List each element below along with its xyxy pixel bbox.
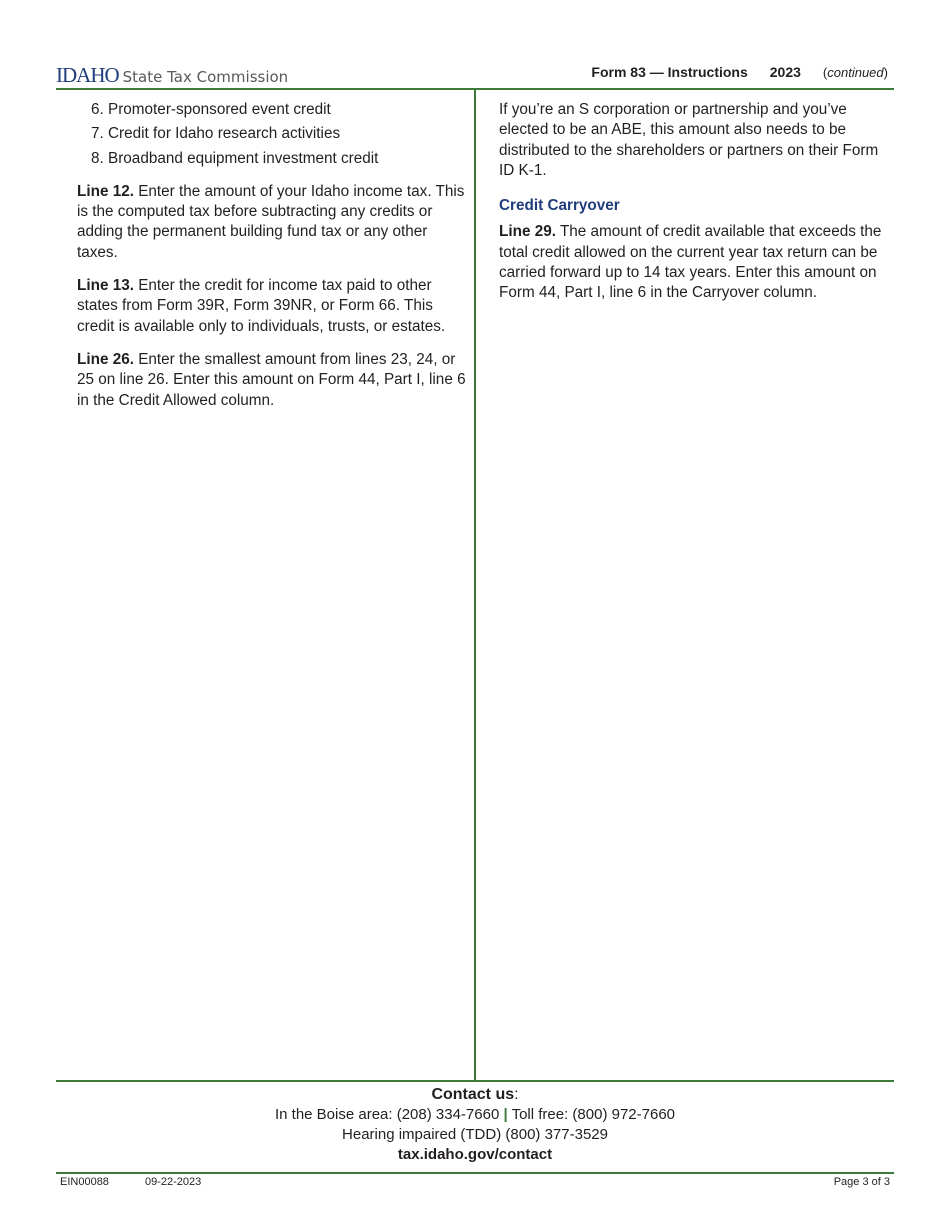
tollfree-phone: Toll free: (800) 972-7660 xyxy=(511,1106,676,1123)
list-item: 6. Promoter-sponsored event credit xyxy=(91,101,331,118)
abe-paragraph: If you’re an S corporation or partnership and you’ve elected to be an ABE, this amount also needs to be distributed to the shareholders or partners on their Form ID K-1. xyxy=(499,101,879,179)
column-divider xyxy=(474,90,476,1080)
contact-link[interactable]: tax.idaho.gov/contact xyxy=(397,1146,553,1163)
continued-label: (continued) xyxy=(822,65,888,80)
phone-separator: | xyxy=(503,1106,508,1123)
header-right xyxy=(591,64,888,80)
line-26-label: Line 26. xyxy=(77,350,134,368)
logo-mark: IDAHO xyxy=(56,63,119,87)
contact-phones xyxy=(56,1105,894,1125)
tdd-phone: Hearing impaired (TDD) (800) 377-3529 xyxy=(342,1126,608,1143)
line-29-text: The amount of credit available that exceeds the total credit allowed on the current year tax return can be carried forward up to 14 tax years. Enter this amount on Form 44, Part I, line 6 in the Carryover column. xyxy=(499,223,882,302)
line-13-label: Line 13. xyxy=(77,277,134,295)
logo-text: State Tax Commission xyxy=(122,68,289,86)
line-12-paragraph xyxy=(77,182,469,263)
boise-phone: In the Boise area: (208) 334-7660 xyxy=(274,1106,500,1123)
line-29-label: Line 29. xyxy=(499,223,556,241)
contact-block xyxy=(56,1085,894,1165)
line-26-text: Enter the smallest amount from lines 23, 24, or 25 on line 26. Enter this amount on Form 44, Part I, line 6 in the Credit Allowed column. xyxy=(77,350,466,409)
form-title: Form 83 — Instructions xyxy=(591,64,748,80)
contact-title-text: Contact us xyxy=(431,1086,515,1103)
credit-list xyxy=(77,100,469,169)
line-13-text: Enter the credit for income tax paid to other states from Form 39R, Form 39NR, or Form 66. This credit is available only to individuals, trusts, or estates. xyxy=(77,277,446,335)
contact-title-colon: : xyxy=(514,1086,519,1103)
footer-rule xyxy=(56,1172,894,1174)
right-column xyxy=(499,100,884,317)
page-number: Page 3 of 3 xyxy=(833,1176,890,1188)
list-item: 8. Broadband equipment investment credit xyxy=(91,149,379,167)
revision-date: 09-22-2023 xyxy=(145,1176,202,1188)
idaho-logo xyxy=(56,63,288,88)
form-year: 2023 xyxy=(769,64,801,80)
line-12-label: Line 12. xyxy=(77,182,134,200)
line-12-text: Enter the amount of your Idaho income tax. This is the computed tax before subtracting any credits or adding the permanent building fund tax or any other taxes. xyxy=(77,182,465,261)
credit-carryover-heading: Credit Carryover xyxy=(499,197,620,215)
contact-rule xyxy=(56,1080,894,1082)
left-column xyxy=(77,100,469,424)
list-item: 7. Credit for Idaho research activities xyxy=(91,125,341,143)
form-code: EIN00088 xyxy=(60,1176,109,1188)
page-header xyxy=(56,60,894,88)
continued-text: continued xyxy=(827,65,884,80)
line-13-paragraph xyxy=(77,276,469,337)
line-29-paragraph xyxy=(499,222,884,303)
contact-title xyxy=(56,1085,894,1105)
line-26-paragraph xyxy=(77,350,469,411)
